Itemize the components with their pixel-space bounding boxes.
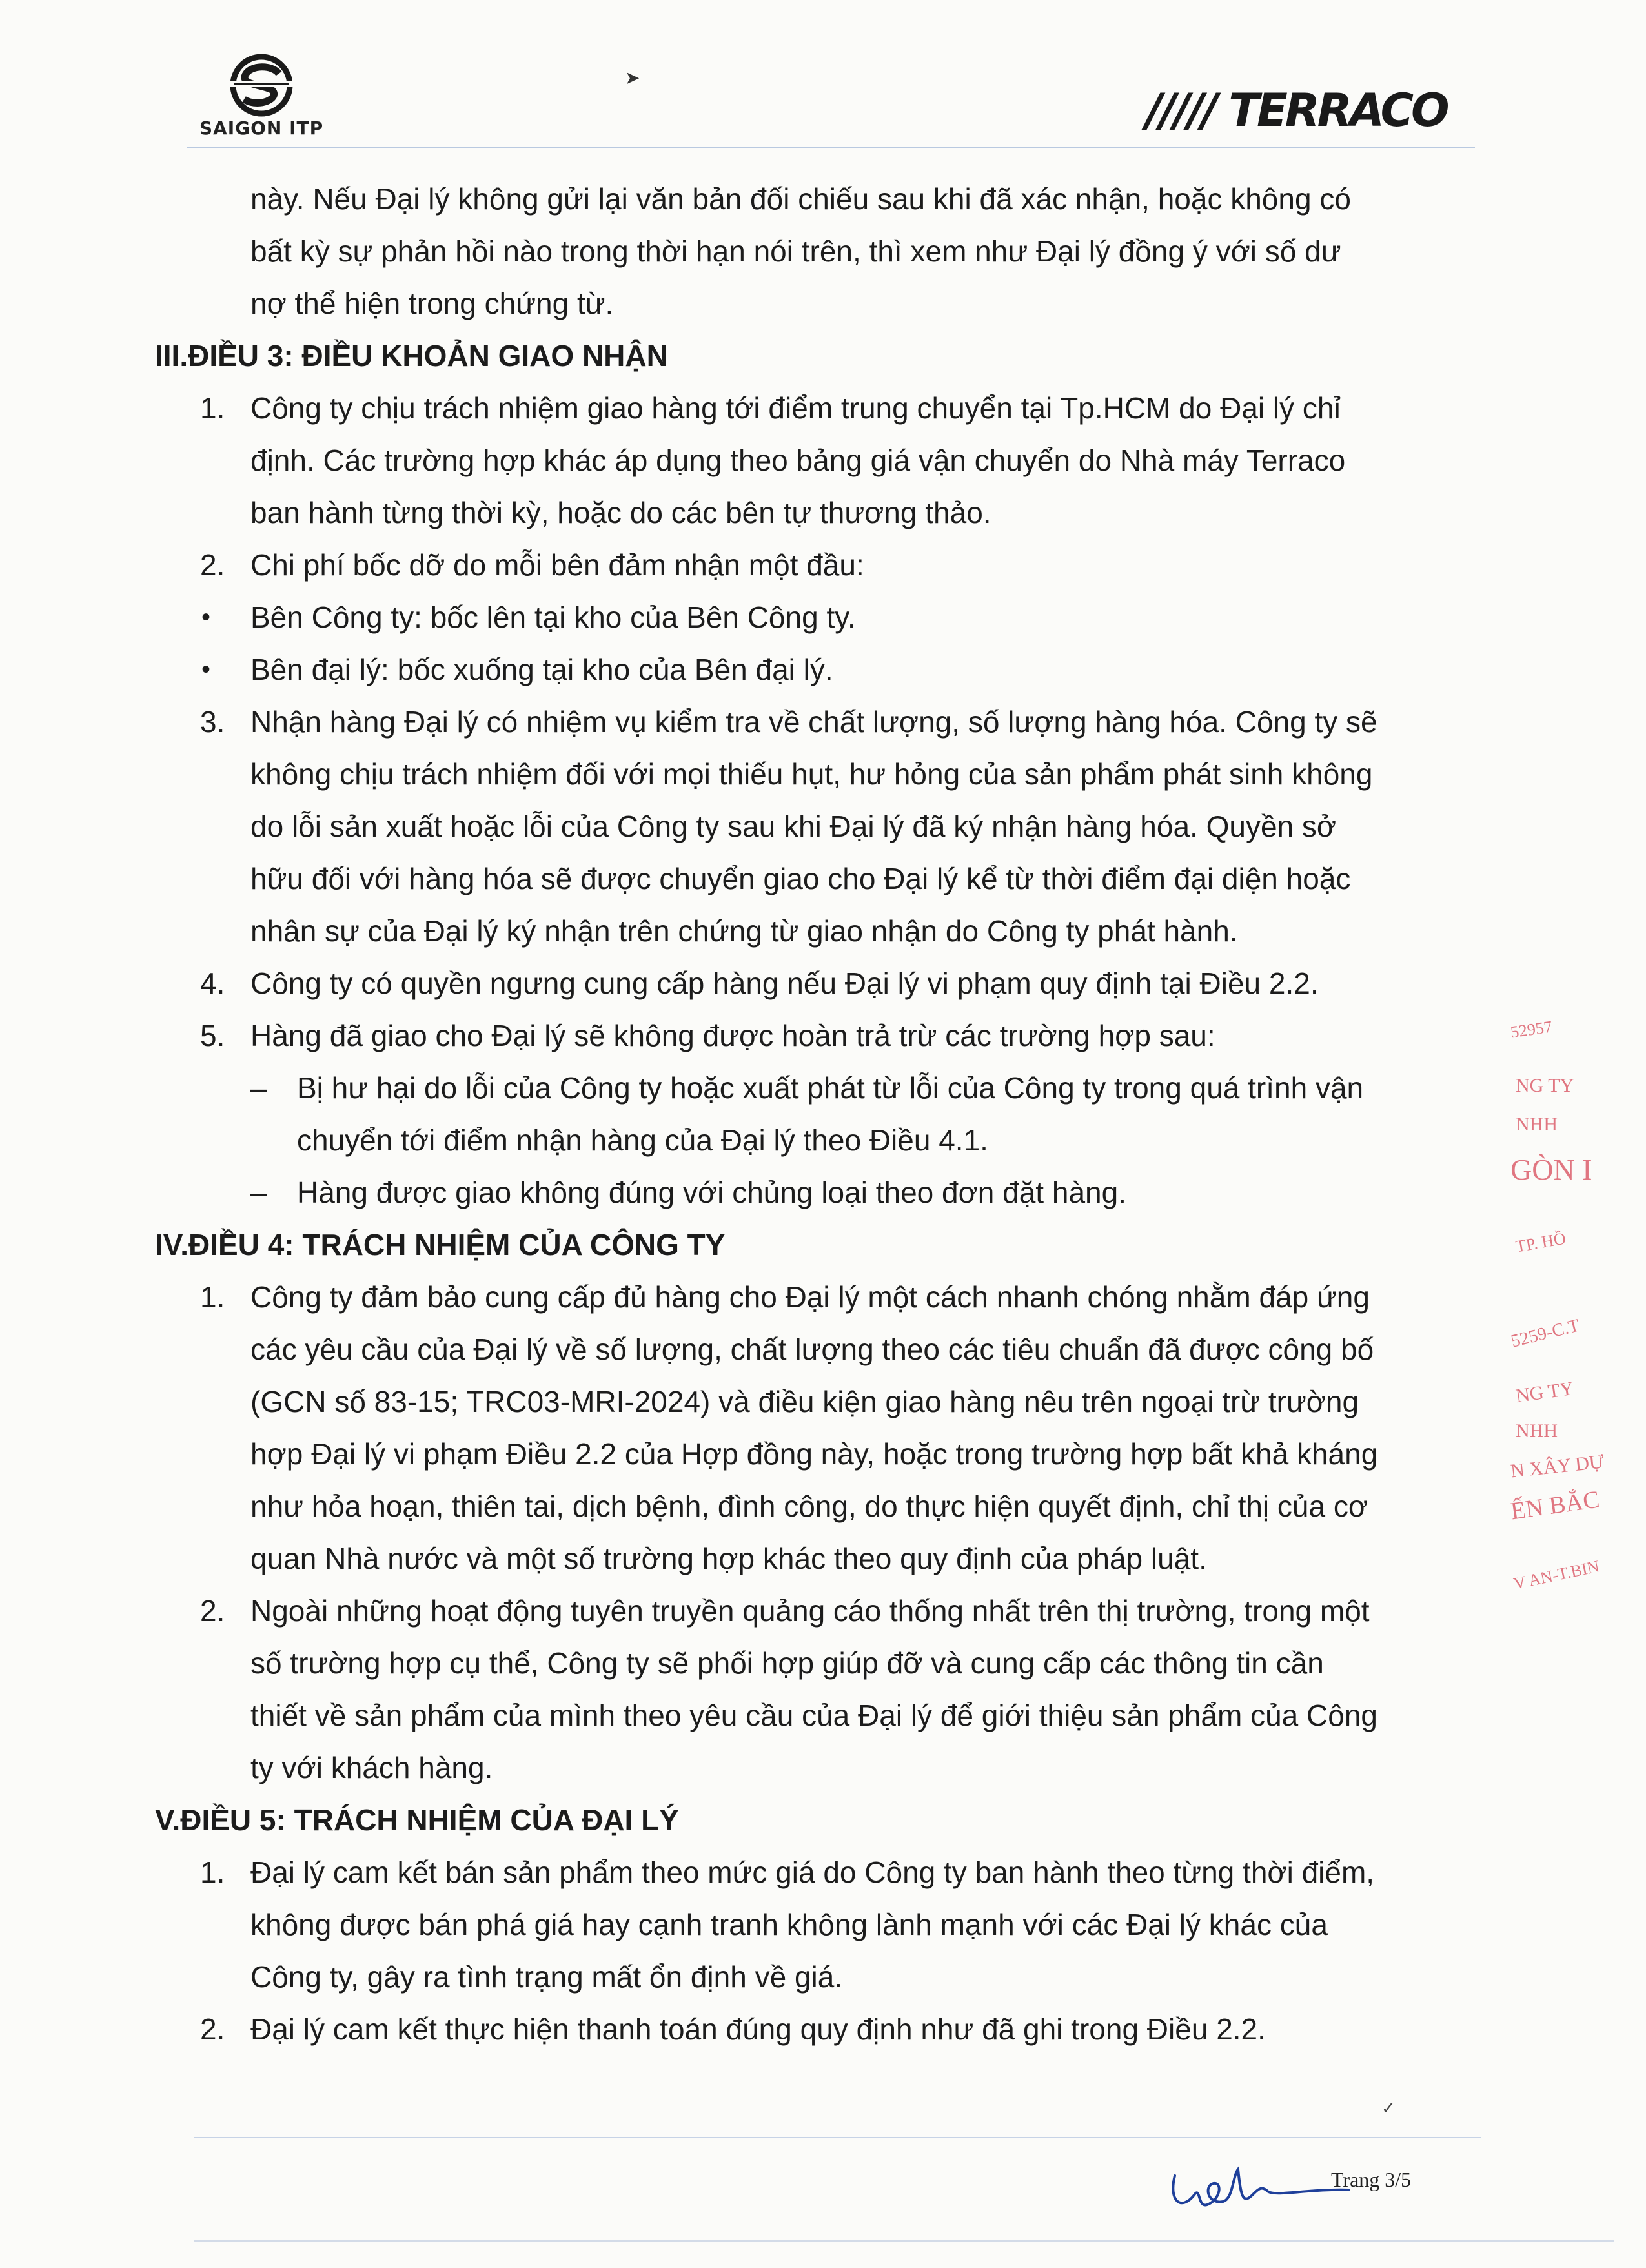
list-marker: 4. [200, 966, 225, 1000]
section-number: IV. [155, 1228, 189, 1262]
list-marker: 3. [200, 705, 225, 739]
stamp-text: 52957 [1509, 1017, 1554, 1042]
numbered-item [155, 1846, 1472, 2003]
text-line: như hỏa hoạn, thiên tai, dịch bệnh, đình công, do thực hiện quyết định, chỉ thị của cơ [250, 1489, 1368, 1523]
dash-item [155, 1167, 1472, 1219]
numbered-item [155, 1585, 1472, 1794]
section-heading [155, 1794, 1472, 1846]
stamp-text: ẾN BẮC [1509, 1486, 1601, 1526]
text-line: Hàng đã giao cho Đại lý sẽ không được hoàn trả trừ các trường hợp sau: [250, 1019, 1215, 1052]
stamp-text: GÒN I [1510, 1153, 1592, 1186]
saigon-itp-emblem-icon [221, 53, 302, 117]
text-line: Hàng được giao không đúng với chủng loại theo đơn đặt hàng. [297, 1176, 1126, 1209]
numbered-item [155, 539, 1472, 591]
section-title: ĐIỀU 4: TRÁCH NHIỆM CỦA CÔNG TY [188, 1228, 726, 1262]
list-marker: • [201, 603, 211, 631]
numbered-item [155, 696, 1472, 957]
text-line: (GCN số 83-15; TRC03-MRI-2024) và điều kiện giao hàng nêu trên ngoại trừ trường [250, 1385, 1359, 1418]
section-heading [155, 1219, 1472, 1271]
list-marker: – [250, 1071, 267, 1105]
numbered-item [155, 1010, 1472, 1062]
text-line: Công ty chịu trách nhiệm giao hàng tới điểm trung chuyển tại Tp.HCM do Đại lý chỉ [250, 391, 1341, 425]
list-marker: 2. [200, 1594, 225, 1628]
text-line: bất kỳ sự phản hồi nào trong thời hạn nói trên, thì xem như Đại lý đồng ý với số dư [250, 234, 1341, 268]
text-line: nợ thể hiện trong chứng từ. [250, 287, 614, 320]
text-line: không được bán phá giá hay cạnh tranh không lành mạnh với các Đại lý khác của [250, 1908, 1328, 1941]
text-line: Bên Công ty: bốc lên tại kho của Bên Công ty. [250, 600, 856, 634]
numbered-item [155, 382, 1472, 539]
page-number: Trang 3/5 [1331, 2168, 1412, 2191]
text-line: hữu đối với hàng hóa sẽ được chuyển giao cho Đại lý kể từ thời điểm đại diện hoặc [250, 862, 1351, 895]
text-line: Công ty đảm bảo cung cấp đủ hàng cho Đại lý một cách nhanh chóng nhằm đáp ứng [250, 1280, 1370, 1314]
text-line: do lỗi sản xuất hoặc lỗi của Công ty sau khi Đại lý đã ký nhận hàng hóa. Quyền sở [250, 810, 1337, 843]
text-line: định. Các trường hợp khác áp dụng theo bảng giá vận chuyển do Nhà máy Terraco [250, 444, 1346, 477]
header-divider [187, 147, 1475, 148]
text-line: này. Nếu Đại lý không gửi lại văn bản đối chiếu sau khi đã xác nhận, hoặc không có [250, 182, 1351, 216]
text-line: các yêu cầu của Đại lý về số lượng, chất lượng theo các tiêu chuẩn đã được công bố [250, 1333, 1374, 1366]
section-number: V. [155, 1803, 181, 1837]
text-line: quan Nhà nước và một số trường hợp khác theo quy định của pháp luật. [250, 1542, 1207, 1575]
list-marker: 1. [200, 1280, 225, 1314]
text-line: chuyển tới điểm nhận hàng của Đại lý theo Điều 4.1. [297, 1123, 988, 1157]
stamp-text: NHH [1516, 1114, 1558, 1135]
text-line: Nhận hàng Đại lý có nhiệm vụ kiểm tra về chất lượng, số lượng hàng hóa. Công ty sẽ [250, 705, 1377, 739]
numbered-item [155, 2003, 1472, 2056]
handwritten-signature-icon [1162, 2150, 1356, 2221]
text-line: Bị hư hại do lỗi của Công ty hoặc xuất phát từ lỗi của Công ty trong quá trình vận [297, 1071, 1364, 1105]
list-marker: 1. [200, 391, 225, 425]
section-title: ĐIỀU 5: TRÁCH NHIỆM CỦA ĐẠI LÝ [180, 1803, 679, 1837]
stamp-text: NHH [1516, 1420, 1558, 1442]
list-marker: 1. [200, 1855, 225, 1889]
text-line: thiết về sản phẩm của mình theo yêu cầu của Đại lý để giới thiệu sản phẩm của Công [250, 1699, 1377, 1732]
text-line: hợp Đại lý vi phạm Điều 2.2 của Hợp đồng này, hoặc trong trường hợp bất khả kháng [250, 1437, 1378, 1471]
text-line: Công ty có quyền ngưng cung cấp hàng nếu Đại lý vi phạm quy định tại Điều 2.2. [250, 966, 1319, 1000]
list-marker: 2. [200, 548, 225, 582]
list-marker: 2. [200, 2012, 225, 2046]
stamp-text: 5259-C.T [1509, 1315, 1582, 1352]
text-line: ty với khách hàng. [250, 1751, 493, 1784]
logo-left-text: SAIGON ITP [199, 117, 324, 139]
stamp-text: NG TY [1514, 1377, 1576, 1407]
saigon-itp-logo [187, 53, 336, 143]
page-bottom-edge [194, 2240, 1614, 2242]
list-marker: • [201, 655, 211, 684]
numbered-item [155, 1271, 1472, 1585]
section-title: ĐIỀU 3: ĐIỀU KHOẢN GIAO NHẬN [188, 339, 668, 373]
terraco-logo: ///// TERRACO [1146, 84, 1447, 137]
footer-mark: ✓ [1381, 2098, 1396, 2118]
company-seal-stamp [1485, 981, 1646, 1653]
text-line: Đại lý cam kết thực hiện thanh toán đúng quy định như đã ghi trong Điều 2.2. [250, 2012, 1266, 2046]
section-heading [155, 330, 1472, 382]
stamp-text: TP. HỒ [1514, 1229, 1567, 1256]
scan-mark: ➤ [625, 68, 640, 88]
bullet-item [155, 591, 1472, 644]
text-line: Công ty, gây ra tình trạng mất ổn định về giá. [250, 1960, 843, 1994]
section-number: III. [155, 339, 188, 373]
text-line: Chi phí bốc dỡ do mỗi bên đảm nhận một đầu: [250, 548, 864, 582]
paragraph [155, 173, 1472, 330]
document-body [155, 173, 1472, 2056]
dash-item [155, 1062, 1472, 1167]
stamp-text: V AN-T.BIN [1512, 1557, 1601, 1593]
stamp-text: N XÂY DỰ [1509, 1451, 1605, 1482]
list-marker: – [250, 1176, 267, 1209]
text-line: Bên đại lý: bốc xuống tại kho của Bên đại lý. [250, 653, 833, 686]
text-line: Đại lý cam kết bán sản phẩm theo mức giá do Công ty ban hành theo từng thời điểm, [250, 1855, 1375, 1889]
numbered-item [155, 957, 1472, 1010]
text-line: Ngoài những hoạt động tuyên truyền quảng cáo thống nhất trên thị trường, trong một [250, 1594, 1370, 1628]
list-marker: 5. [200, 1019, 225, 1052]
text-line: nhân sự của Đại lý ký nhận trên chứng từ giao nhận do Công ty phát hành. [250, 914, 1238, 948]
text-line: số trường hợp cụ thể, Công ty sẽ phối hợp giúp đỡ và cung cấp các thông tin cần [250, 1646, 1324, 1680]
bullet-item [155, 644, 1472, 696]
stamp-text: NG TY [1516, 1075, 1574, 1096]
footer-divider [194, 2137, 1481, 2138]
text-line: không chịu trách nhiệm đối với mọi thiếu hụt, hư hỏng của sản phẩm phát sinh không [250, 757, 1373, 791]
text-line: ban hành từng thời kỳ, hoặc do các bên tự thương thảo. [250, 496, 991, 529]
